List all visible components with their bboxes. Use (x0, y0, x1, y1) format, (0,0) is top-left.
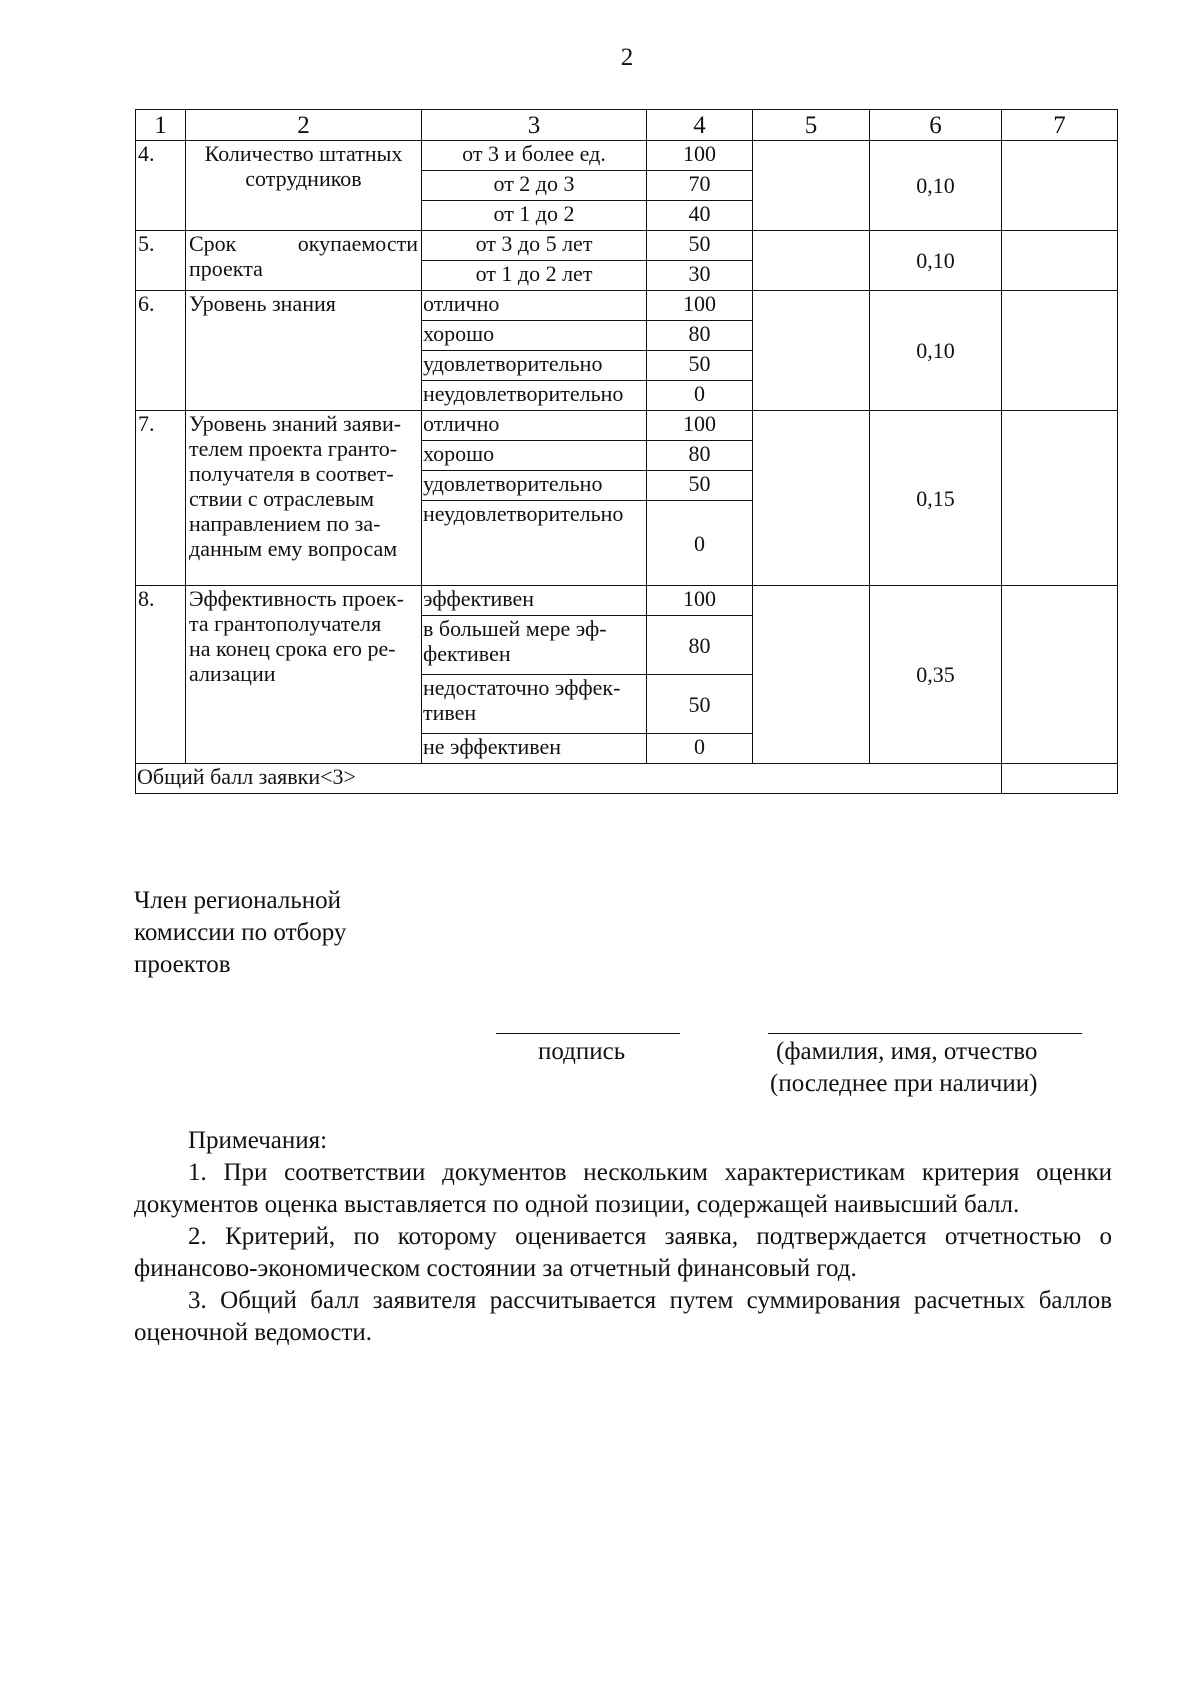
option-label-line: в большей мере эф- (423, 616, 607, 641)
option-label: отлично (422, 291, 647, 321)
criterion-name-line: Количество штатных (204, 141, 403, 166)
option-score: 0 (647, 381, 753, 411)
result-cell (1002, 291, 1118, 411)
option-label-line: недостаточно эффек- (423, 675, 621, 700)
criterion-name-line: данным ему вопросам (189, 536, 398, 561)
table-row (136, 231, 1118, 261)
criterion-name-line: Срок окупаемости (189, 231, 418, 256)
table-row (136, 141, 1118, 171)
option-label (422, 586, 647, 616)
criterion-name (186, 231, 422, 291)
option-score: 100 (647, 411, 753, 441)
table-row (136, 291, 1118, 321)
name-line (768, 1033, 1082, 1034)
result-cell (1002, 141, 1118, 231)
header-cell: 2 (186, 110, 422, 141)
option-score: 40 (647, 201, 753, 231)
page-number: 2 (620, 44, 634, 71)
criterion-name-line: получателя в соответ- (189, 461, 394, 486)
option-score: 30 (647, 261, 753, 291)
criterion-name (186, 586, 422, 764)
criterion-weight: 0,15 (870, 411, 1002, 586)
option-score: 80 (647, 616, 753, 675)
result-cell (1002, 411, 1118, 586)
option-score: 0 (647, 501, 753, 586)
option-label: хорошо (422, 321, 647, 351)
option-label: от 1 до 2 лет (422, 261, 647, 291)
note-item: 2. Критерий, по которому оценивается заявка, подтверждается отчетностью о финансово-экономическом состоянии за отчетный финансовый год. (134, 1223, 1112, 1282)
notes-title: Примечания: (188, 1127, 328, 1154)
total-row (136, 764, 1118, 794)
signature-caption: подпись (538, 1038, 626, 1065)
notes-section (134, 1125, 1112, 1349)
option-label-line: тивен (423, 700, 477, 725)
option-score: 50 (647, 471, 753, 501)
criterion-weight: 0,35 (870, 586, 1002, 764)
total-value-cell (1002, 764, 1118, 794)
criterion-name-line: та грантополучателя (189, 611, 382, 636)
option-label (422, 734, 647, 764)
option-score: 100 (647, 141, 753, 171)
criterion-name (186, 141, 422, 231)
criterion-weight: 0,10 (870, 291, 1002, 411)
calc-score-cell (753, 141, 870, 231)
table-row (136, 586, 1118, 616)
calc-score-cell (753, 411, 870, 586)
option-label: отлично (422, 411, 647, 441)
name-caption (770, 1036, 1037, 1100)
option-label: от 3 до 5 лет (422, 231, 647, 261)
criterion-name-line: ствии с отраслевым (189, 486, 375, 511)
option-score: 100 (647, 291, 753, 321)
criterion-number: 5. (136, 231, 186, 291)
option-score: 80 (647, 321, 753, 351)
option-label-line: не эффективен (423, 734, 562, 759)
option-label: неудовлетворительно (422, 381, 647, 411)
signature-line (496, 1033, 680, 1034)
criterion-name-line: ализации (189, 661, 276, 686)
total-label: Общий балл заявки<3> (136, 764, 1002, 794)
name-caption-line: (фамилия, имя, отчество (776, 1038, 1038, 1065)
criterion-name-line: Эффективность проек- (189, 586, 404, 611)
option-label (422, 616, 647, 675)
criterion-name-line: направлением по за- (189, 511, 381, 536)
option-score: 70 (647, 171, 753, 201)
option-score: 80 (647, 441, 753, 471)
criterion-weight: 0,10 (870, 231, 1002, 291)
option-label: удовлетворительно (422, 471, 647, 501)
option-score: 100 (647, 586, 753, 616)
header-cell: 7 (1002, 110, 1118, 141)
option-label: хорошо (422, 441, 647, 471)
signer-title-line: Член региональной (134, 887, 342, 914)
calc-score-cell (753, 291, 870, 411)
option-score: 0 (647, 734, 753, 764)
criterion-name-line: Уровень знаний заяви- (189, 411, 402, 436)
name-caption-line: (последнее при наличии) (770, 1070, 1038, 1097)
option-label-line: фективен (423, 641, 511, 666)
option-score: 50 (647, 351, 753, 381)
signer-title-line: комиссии по отбору (134, 919, 347, 946)
option-label: от 3 и более ед. (422, 141, 647, 171)
criterion-weight: 0,10 (870, 141, 1002, 231)
note-item: 3. Общий балл заявителя рассчитывается путем суммирования расчетных баллов оценочной ведомости. (134, 1287, 1112, 1346)
option-label: от 1 до 2 (422, 201, 647, 231)
option-label: удовлетворительно (422, 351, 647, 381)
option-label (422, 675, 647, 734)
criterion-name-line: сотрудников (245, 166, 362, 191)
criterion-name-line: Уровень знания (189, 291, 336, 316)
result-cell (1002, 586, 1118, 764)
result-cell (1002, 231, 1118, 291)
criterion-number: 8. (136, 586, 186, 764)
header-cell: 1 (136, 110, 186, 141)
criterion-name-line: на конец срока его ре- (189, 636, 396, 661)
signer-title-line: проектов (134, 951, 231, 978)
option-label: неудовлетворительно (422, 501, 647, 586)
calc-score-cell (753, 586, 870, 764)
option-score: 50 (647, 231, 753, 261)
criterion-number: 7. (136, 411, 186, 586)
option-score: 50 (647, 675, 753, 734)
criterion-number: 6. (136, 291, 186, 411)
header-cell: 4 (647, 110, 753, 141)
option-label: от 2 до 3 (422, 171, 647, 201)
criterion-name (186, 291, 422, 411)
criterion-name-line: телем проекта гранто- (189, 436, 398, 461)
table-header-row (136, 110, 1118, 141)
criterion-name-line: проекта (189, 256, 263, 281)
evaluation-table (135, 109, 1118, 794)
criterion-number: 4. (136, 141, 186, 231)
header-cell: 5 (753, 110, 870, 141)
header-cell: 3 (422, 110, 647, 141)
table-row (136, 411, 1118, 441)
signer-title (134, 885, 346, 981)
header-cell: 6 (870, 110, 1002, 141)
option-label-line: эффективен (423, 586, 535, 611)
calc-score-cell (753, 231, 870, 291)
criterion-name (186, 411, 422, 586)
note-item: 1. При соответствии документов нескольким характеристикам критерия оценки документов оценка выставляется по одной позиции, содержащей наивысший балл. (134, 1159, 1112, 1218)
